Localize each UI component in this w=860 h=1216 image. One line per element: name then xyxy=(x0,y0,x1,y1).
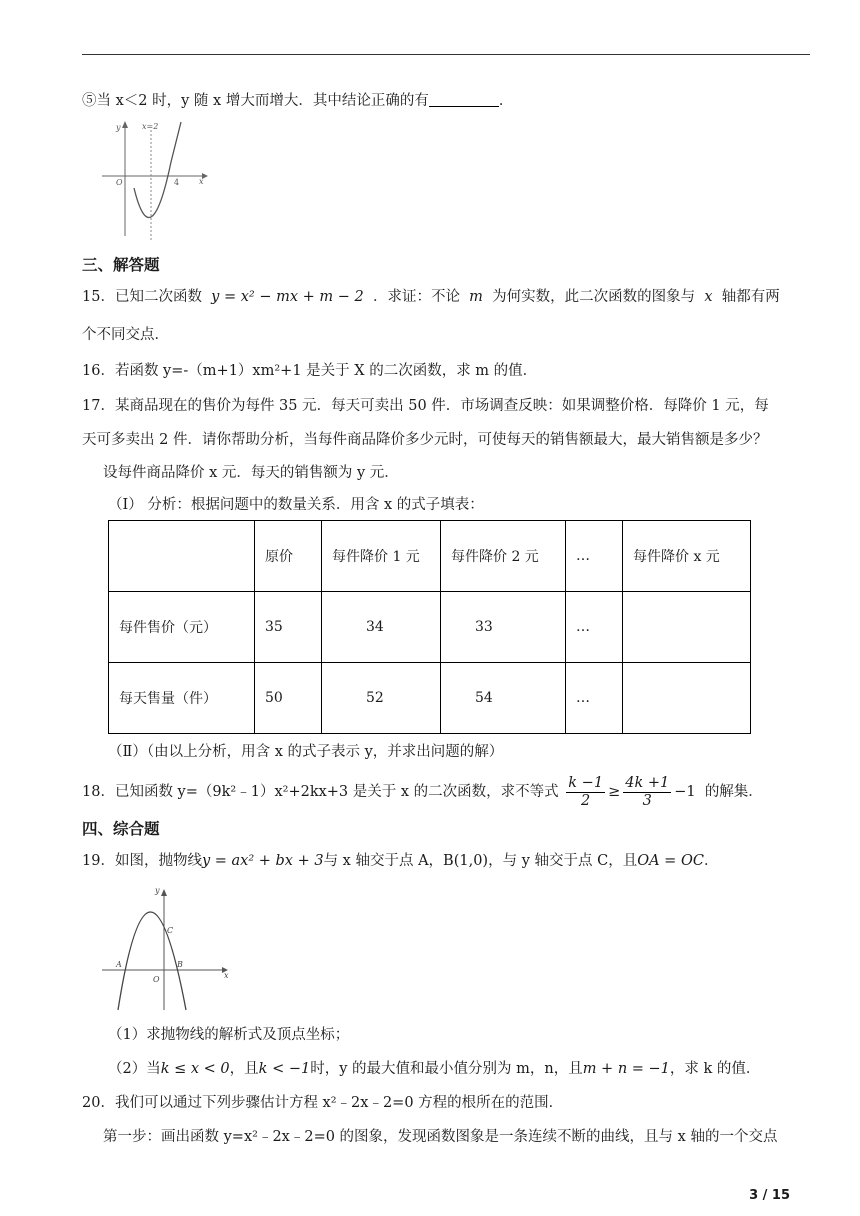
q15-var-m: m xyxy=(469,289,483,305)
q17-price-table xyxy=(108,520,751,734)
q14-item5 xyxy=(82,91,513,111)
q19-line1 xyxy=(82,851,718,871)
q14-y-arrow xyxy=(122,121,128,128)
table-header-cell: 每件降价 x 元 xyxy=(623,521,751,592)
section-3-title: 三、解答题 xyxy=(82,256,160,274)
q19-y-label: y xyxy=(155,886,160,895)
q15-equation: y = x² − mx + m − 2 xyxy=(211,289,364,305)
q14-origin-label: O xyxy=(116,178,123,187)
q18-text-a: 18．已知函数 y=（9k²﹣1）x²+2kx+3 是关于 x 的二次函数，求不等式 xyxy=(82,784,559,800)
q15-line1 xyxy=(82,287,780,307)
table-cell: 52 xyxy=(322,663,441,734)
q14-four-label: 4 xyxy=(174,178,180,187)
q19-p2-cond3: m + n = −1 xyxy=(582,1061,670,1077)
q19-p2-cond1: k ≤ x < 0 xyxy=(160,1061,230,1077)
q19-text-b: 与 x 轴交于点 A，B xyxy=(323,853,454,869)
q18-geq: ≥ xyxy=(608,784,621,800)
table-cell: 33 xyxy=(441,592,566,663)
q19-equation: y = ax² + bx + 3 xyxy=(201,853,324,869)
q19-text-a: 19．如图，抛物线 xyxy=(82,853,202,869)
q15-text-b: ．求证：不论 xyxy=(372,289,460,305)
q16-text: 16．若函数 y=-（m+1）xm²+1 是关于 X 的二次函数，求 m 的值． xyxy=(82,363,538,379)
q15-text-a: 15．已知二次函数 xyxy=(82,289,202,305)
q19-p2-text-c: 时，y 的最大值和最小值分别为 m，n，且 xyxy=(310,1061,583,1077)
q19-p2-text-a: （2）当 xyxy=(108,1061,161,1077)
table-cell: 35 xyxy=(255,592,322,663)
q19-point-a-label: A xyxy=(116,960,122,969)
q19-p2-cond2: k < −1 xyxy=(258,1061,311,1077)
q18-frac2-den: 3 xyxy=(642,792,652,809)
q18-frac1-den: 2 xyxy=(581,792,591,809)
q19-point-b-label: B xyxy=(177,960,183,969)
q19-p2-text-b: ，且 xyxy=(229,1061,259,1077)
q18-frac1-num: k −1 xyxy=(568,774,604,791)
table-cell: 每天售量（件） xyxy=(109,663,255,734)
q19-point-b: (1,0) xyxy=(453,853,489,869)
q20-line2: 第一步：画出函数 y=x²﹣2x﹣2=0 的图象，发现函数图象是一条连续不断的曲线，且与 x 轴的一个交点 xyxy=(103,1129,778,1145)
q18-line xyxy=(82,772,763,812)
q17-part2: （Ⅱ）（由以上分析，用含 x 的式子表示 y，并求出问题的解） xyxy=(108,744,504,760)
table-header-cell: 每件降价 2 元 xyxy=(441,521,566,592)
header-rule xyxy=(82,54,810,55)
table-cell: … xyxy=(566,663,623,734)
q19-point-c-label: C xyxy=(167,926,174,935)
table-cell: … xyxy=(566,592,623,663)
q15-text-d: 轴都有两 xyxy=(721,289,780,305)
q19-p2-text-d: ，求 k 的值． xyxy=(669,1061,761,1077)
table-cell: 50 xyxy=(255,663,322,734)
q14-xeq-label: x=2 xyxy=(142,122,159,131)
q19-parabola-curve xyxy=(118,912,186,1010)
page-number: 3 / 15 xyxy=(749,1188,790,1203)
table-header-cell xyxy=(109,521,255,592)
q14-x-label: x xyxy=(199,177,204,186)
q17-line2: 天可多卖出 2 件．请你帮助分析，当每件商品降价多少元时，可使每天的销售额最大，最大销售额是多少？ xyxy=(82,432,768,448)
q17-part1: （I） 分析：根据问题中的数量关系．用含 x 的式子填表： xyxy=(108,497,484,513)
table-cell xyxy=(623,592,751,663)
q14-end: ． xyxy=(498,93,514,109)
table-header-cell: 每件降价 1 元 xyxy=(322,521,441,592)
q20-line1: 20．我们可以通过下列步骤估计方程 x²﹣2x﹣2=0 方程的根所在的范围． xyxy=(82,1095,564,1111)
q19-origin-label: O xyxy=(153,975,160,984)
q19-parabola-graph xyxy=(100,884,234,1014)
table-header-cell: 原价 xyxy=(255,521,322,592)
q19-y-arrow xyxy=(161,889,167,896)
q19-part2 xyxy=(108,1059,760,1079)
q15-var-x: x xyxy=(704,289,713,305)
table-header-row xyxy=(109,521,751,592)
q14-parabola-graph xyxy=(98,118,208,242)
q15-line2: 个不同交点． xyxy=(82,327,169,343)
answer-blank xyxy=(429,92,499,107)
table-row xyxy=(109,663,751,734)
q19-x-label: x xyxy=(224,971,229,980)
q19-part1: （1）求抛物线的解析式及顶点坐标； xyxy=(108,1027,350,1043)
q14-parabola-curve xyxy=(134,122,181,218)
q14-y-label: y xyxy=(116,123,121,132)
table-row xyxy=(109,592,751,663)
table-cell: 54 xyxy=(441,663,566,734)
table-cell: 34 xyxy=(322,592,441,663)
section-4-title: 四、综合题 xyxy=(82,820,160,838)
q18-frac2-num: 4k +1 xyxy=(625,774,670,791)
q14-item5-text: ⑤当 x＜2 时，y 随 x 增大而增大．其中结论正确的有 xyxy=(82,93,429,109)
q18-minus-one: −1 xyxy=(674,784,696,800)
q18-text-b: 的解集． xyxy=(704,784,763,800)
q15-text-c: 为何实数，此二次函数的图象与 xyxy=(492,289,696,305)
q19-text-c: ，与 y 轴交于点 C，且 xyxy=(488,853,638,869)
table-cell xyxy=(623,663,751,734)
q19-end: ． xyxy=(703,853,719,869)
table-cell: 每件售价（元） xyxy=(109,592,255,663)
q17-line1: 17．某商品现在的售价为每件 35 元．每天可卖出 50 件．市场调查反映：如果调整价格．每降价 1 元，每 xyxy=(82,398,769,414)
q17-line3: 设每件商品降价 x 元．每天的销售额为 y 元． xyxy=(103,465,399,481)
q18-fraction-1 xyxy=(566,775,605,810)
q19-condition: OA = OC xyxy=(637,853,704,869)
table-header-cell: … xyxy=(566,521,623,592)
q18-fraction-2 xyxy=(623,775,671,810)
